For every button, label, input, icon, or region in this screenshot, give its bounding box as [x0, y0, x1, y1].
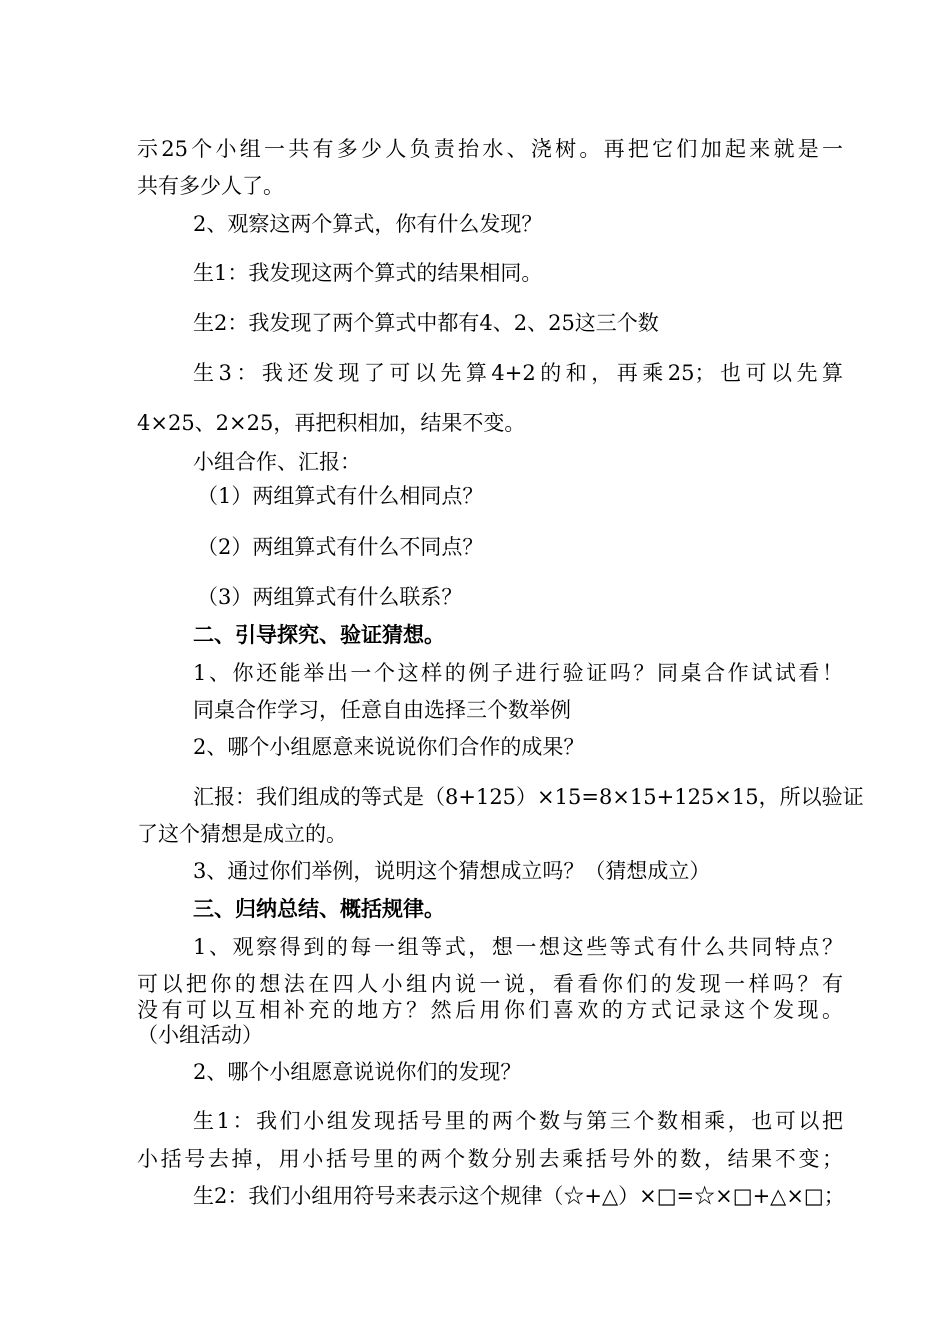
- paragraph-line: 可以把你的想法在四人小组内说一说，看看你们的发现一样吗？有: [137, 972, 843, 996]
- paragraph-line: 2、观察这两个算式，你有什么发现？: [193, 212, 543, 236]
- paragraph-line: 同桌合作学习，任意自由选择三个数举例: [193, 698, 571, 722]
- paragraph-line: 汇报：我们组成的等式是（8+125）×15=8×15+125×15，所以验证: [193, 785, 864, 809]
- paragraph-line: 2、哪个小组愿意说说你们的发现？: [193, 1060, 522, 1084]
- paragraph-line: 2、哪个小组愿意来说说你们合作的成果？: [193, 735, 585, 759]
- paragraph-line: 1、观察得到的每一组等式，想一想这些等式有什么共同特点？: [193, 935, 843, 959]
- paragraph-line: 示25个小组一共有多少人负责抬水、浇树。再把它们加起来就是一: [137, 137, 843, 161]
- paragraph-line: 小括号去掉，用小括号里的两个数分别去乘括号外的数，结果不变；: [137, 1147, 843, 1171]
- paragraph-line: 共有多少人了。: [137, 174, 284, 198]
- list-item: （3）两组算式有什么联系？: [197, 585, 463, 609]
- paragraph-line: 没有可以互相补充的地方？然后用你们喜欢的方式记录这个发现。: [137, 998, 843, 1022]
- paragraph-line: 3、通过你们举例，说明这个猜想成立吗？（猜想成立）: [193, 859, 711, 883]
- paragraph-line: 生1：我发现这两个算式的结果相同。: [193, 261, 543, 285]
- paragraph-line: 生3：我还发现了可以先算4+2的和，再乘25；也可以先算: [193, 361, 843, 385]
- paragraph-line: （小组活动）: [137, 1023, 263, 1047]
- paragraph-line: 生2：我们小组用符号来表示这个规律（☆+△）×□=☆×□+△×□；: [193, 1184, 845, 1208]
- paragraph-line: 了这个猜想是成立的。: [137, 822, 347, 846]
- list-item: （2）两组算式有什么不同点？: [197, 535, 484, 559]
- paragraph-line: 生2：我发现了两个算式中都有4、2、25这三个数: [193, 311, 659, 335]
- section-heading: 三、归纳总结、概括规律。: [193, 896, 445, 921]
- paragraph-line: 小组合作、汇报：: [193, 450, 361, 474]
- paragraph-line: 生1：我们小组发现括号里的两个数与第三个数相乘，也可以把: [193, 1109, 843, 1133]
- paragraph-line: 1、你还能举出一个这样的例子进行验证吗？同桌合作试试看！: [193, 661, 843, 685]
- section-heading: 二、引导探究、验证猜想。: [193, 622, 445, 647]
- list-item: （1）两组算式有什么相同点？: [197, 484, 484, 508]
- paragraph-line: 4×25、2×25，再把积相加，结果不变。: [137, 411, 526, 435]
